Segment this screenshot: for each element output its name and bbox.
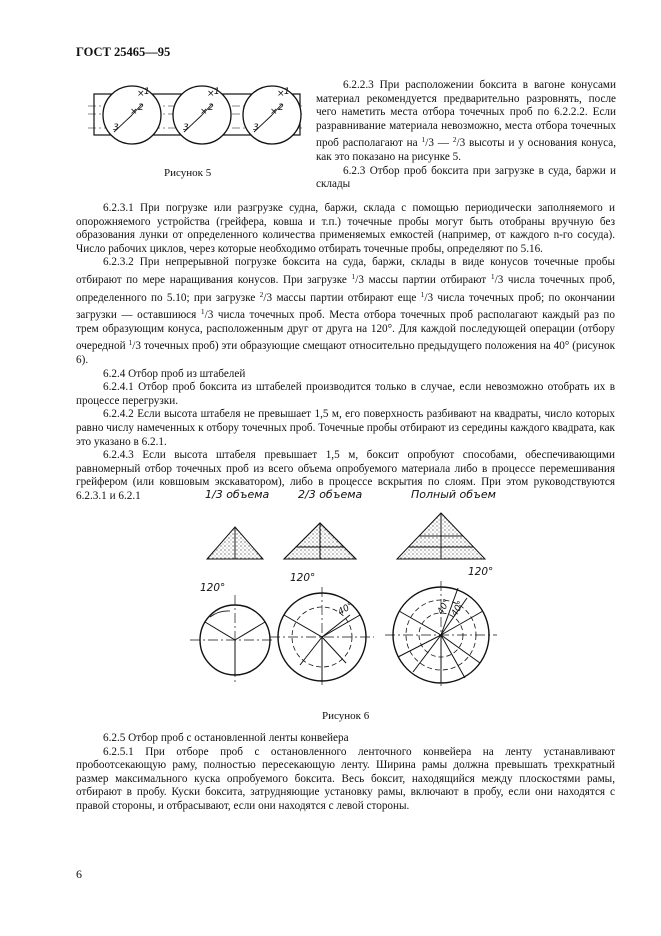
fig6-title-full: Полный объем [411, 488, 496, 501]
paragraph-6232: 6.2.3.2 При непрерывной погрузке боксита на суда, баржи, склады в виде конусов точечные пробы отбирают по мере наращивания конусов. При загрузке $^1$/3 массы партии отбирают $^1$/3 числа точечных проб, определенного по 5.10; при загрузке $^2$/3 массы партии отбирают еще $^1$/3 числа точечных проб; по окончании загрузки — оставшиюся $^1$/3 числа точечных проб. Места отбора точечных проб располагают каждый раз по трем образующим конуса, расположенным друг от друга на 120°. Для каждой последующей операции (отбору очередной $^1$/3 точечных проб) эти образующие смещают относительно предыдущего положения на 40° (рисунок 6). [76, 256, 616, 366]
figure-6-caption: Рисунок 6 [322, 710, 370, 722]
svg-text:1: 1 [214, 87, 220, 97]
document-header: ГОСТ 25465—95 [76, 45, 171, 59]
svg-text:×: × [200, 107, 208, 117]
fig6-angle-40-a: 40° [336, 600, 356, 618]
cone-2-3-plan [270, 587, 374, 685]
cone-1-3-side [207, 527, 263, 559]
paragraph-6231: 6.2.3.1 При погрузке или разгрузке судна, баржи, склада с помощью периодически заполняемого и опорожняемого устройства (грейфера, ковша и т.п.) точечные пробы могут быть отобраны вручную без образования лунки от определенного количества применяемых емкостей (например, от каждого n-го сосуда). Число рабочих циклов, через которые необходимо отбирать точечные пробы, определяют по 5.16. [76, 202, 615, 255]
paragraph-6242: 6.2.4.2 Если высота штабеля не превышает 1,5 м, его поверхность разбивают на квадраты, число которых равно числу намеченных к отбору точечных проб. Точечные пробы отбирают из середины каждого квадрата, как это указано в 6.2.1. [76, 408, 615, 448]
svg-text:×: × [270, 107, 278, 117]
svg-text:120°: 120° [290, 572, 316, 584]
svg-text:×: × [137, 89, 145, 99]
svg-text:2: 2 [208, 103, 214, 113]
figure-5-drawing [82, 80, 304, 155]
svg-text:40°: 40° [435, 597, 453, 617]
section-623-title: 6.2.3 Отбор проб боксита при загрузке в суда, баржи и склады [316, 164, 616, 191]
svg-text:3: 3 [253, 123, 259, 133]
svg-text:3: 3 [183, 123, 189, 133]
cone-full-side [397, 513, 485, 559]
svg-text:40°: 40° [449, 599, 467, 619]
svg-text:120°: 120° [468, 566, 494, 578]
cone-full-plan [385, 581, 497, 687]
figure-6-drawing [180, 505, 510, 690]
fig6-angle-120-a: 120° [200, 582, 226, 594]
paragraph-6251: 6.2.5.1 При отборе проб с остановленного ленточного конвейера на ленту устанавливают пробоотсекающую раму, полностью пересекающую ленту. Ширина рамы должна превышать трехкратный размер максимального куска опробуемого боксита. Весь боксит, находящийся между плоскостями рамы, отбирают в пробу. Куски боксита, затрудняющие установку рамы, включают в пробу, если они находятся с правой стороны, и отбрасывают, если они находятся с левой стороны. [76, 745, 615, 812]
right-column-text [316, 79, 616, 192]
fig6-title-2-3: 2/3 объема [298, 488, 363, 501]
section-625-title: 6.2.5 Отбор проб с остановленной ленты конвейера [103, 732, 349, 744]
svg-text:×: × [277, 89, 285, 99]
paragraph-6243: 6.2.4.3 Если высота штабеля превышает 1,5 м, боксит опробуют способами, обеспечивающими равномерный отбор точечных проб из всего объема опробуемого материала либо в процессе перемешивания грейфером (или ковшовым экскаватором), либо в процессе вскрытия по слоям. При этом руководствуются 6.2.3.1 и 6.2.1 [76, 449, 615, 502]
cone-2-3-side [284, 523, 356, 559]
paragraph-6223: 6.2.2.3 При расположении боксита в вагоне конусами материал рекомендуется предварительно разровнять, после чего наметить места отбора точечных проб по 6.2.2.2. Если разравнивание материала невозможно, места отбора точечных проб располагают на $^1$/3 — $^2$/3 высоты и у основания конуса, как это показано на рисунке 5. [316, 79, 617, 163]
section-624-title: 6.2.4 Отбор проб из штабелей [103, 367, 246, 380]
fig5-label-3: 3 [113, 123, 119, 133]
body-text [76, 202, 615, 503]
fig6-title-1-3: 1/3 объема [205, 488, 270, 501]
figure-5-caption: Рисунок 5 [164, 167, 212, 179]
cone-1-3-plan [190, 595, 275, 683]
paragraph-6241: 6.2.4.1 Отбор проб боксита из штабелей производится только в случае, если невозможно отобрать их в процессе перегрузки. [76, 381, 615, 407]
fig5-label-2: 2 [138, 103, 144, 113]
bottom-text [76, 732, 615, 814]
fig5-label-1: 1 [144, 87, 150, 97]
svg-text:×: × [130, 107, 138, 117]
svg-text:1: 1 [284, 87, 290, 97]
svg-text:×: × [207, 89, 215, 99]
page-number: 6 [76, 867, 82, 881]
svg-text:2: 2 [278, 103, 284, 113]
